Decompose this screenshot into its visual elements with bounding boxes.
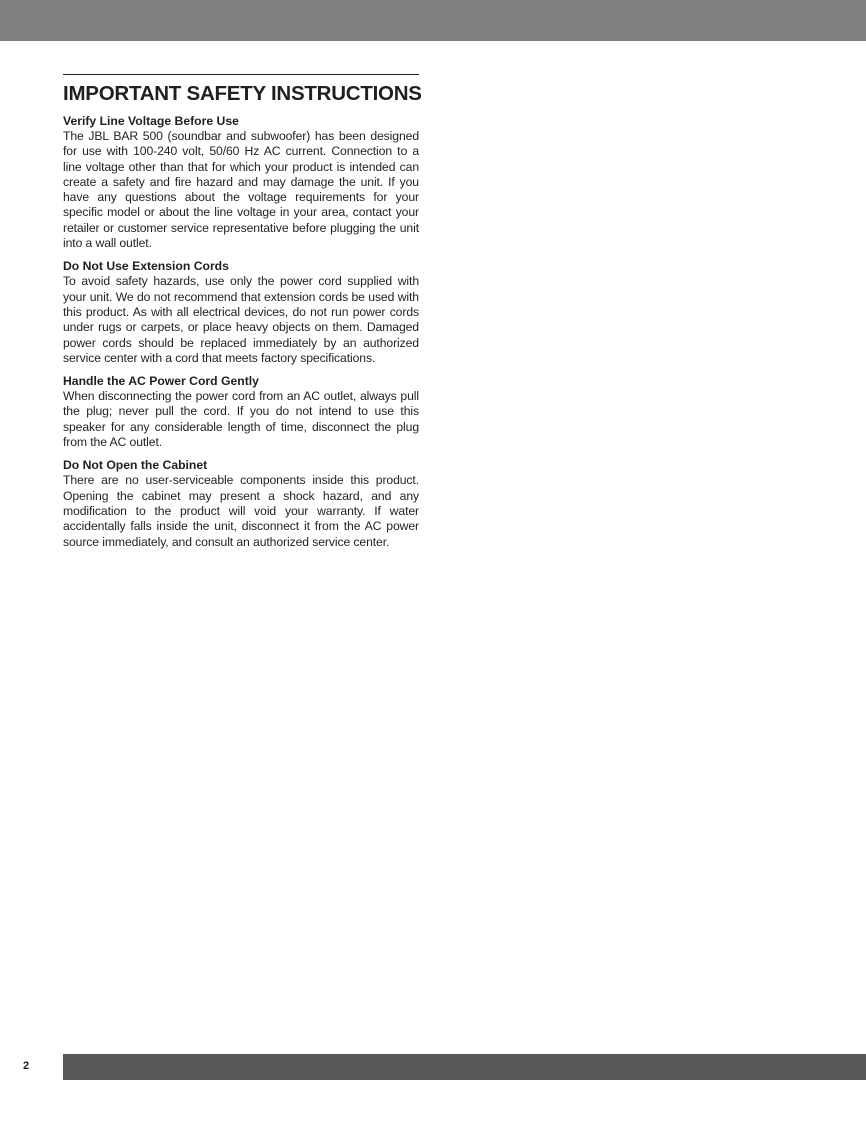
section-verify-line-voltage — [63, 113, 419, 251]
section-heading: Do Not Use Extension Cords — [63, 259, 229, 274]
header-band — [0, 0, 866, 41]
page-number: 2 — [23, 1060, 30, 1072]
section-body: When disconnecting the power cord from an AC outlet, always pull the plug; never pull the cord. If you do not intend to use this speaker for any considerable length of time, disconnect the plug from the AC outlet. — [63, 389, 419, 450]
section-heading: Do Not Open the Cabinet — [63, 458, 208, 473]
section-body: There are no user-serviceable components inside this product. Opening the cabinet may present a shock hazard, and any modification to the product will void your warranty. If water accidentally falls inside the unit, disconnect it from the AC power source immediately, and consult an authorized service center. — [63, 473, 419, 549]
section-body: The JBL BAR 500 (soundbar and subwoofer) has been designed for use with 100-240 volt, 50/60 Hz AC current. Connection to a line voltage other than that for which your product is intended can create a safety and fire hazard and may damage the unit. If you have any questions about the voltage requirements for your specific model or about the line voltage in your area, contact your retailer or customer service representative before plugging the unit into a wall outlet. — [63, 129, 419, 251]
title-rule — [63, 74, 419, 75]
section-power-cord — [63, 373, 419, 450]
section-heading: Verify Line Voltage Before Use — [63, 114, 239, 128]
section-open-cabinet — [63, 457, 419, 549]
section-body: To avoid safety hazards, use only the power cord supplied with your unit. We do not recommend that extension cords be used with this product. As with all electrical devices, do not run power cords under rugs or carpets, or place heavy objects on them. Damaged power cords should be replaced immediately by an authorized service center with a cord that meets factory specifications. — [63, 274, 419, 365]
document-content — [63, 74, 422, 557]
page-title: IMPORTANT SAFETY INSTRUCTIONS — [63, 82, 422, 105]
section-heading: Handle the AC Power Cord Gently — [63, 374, 259, 389]
footer-band — [63, 1054, 866, 1080]
section-extension-cords — [63, 258, 419, 366]
